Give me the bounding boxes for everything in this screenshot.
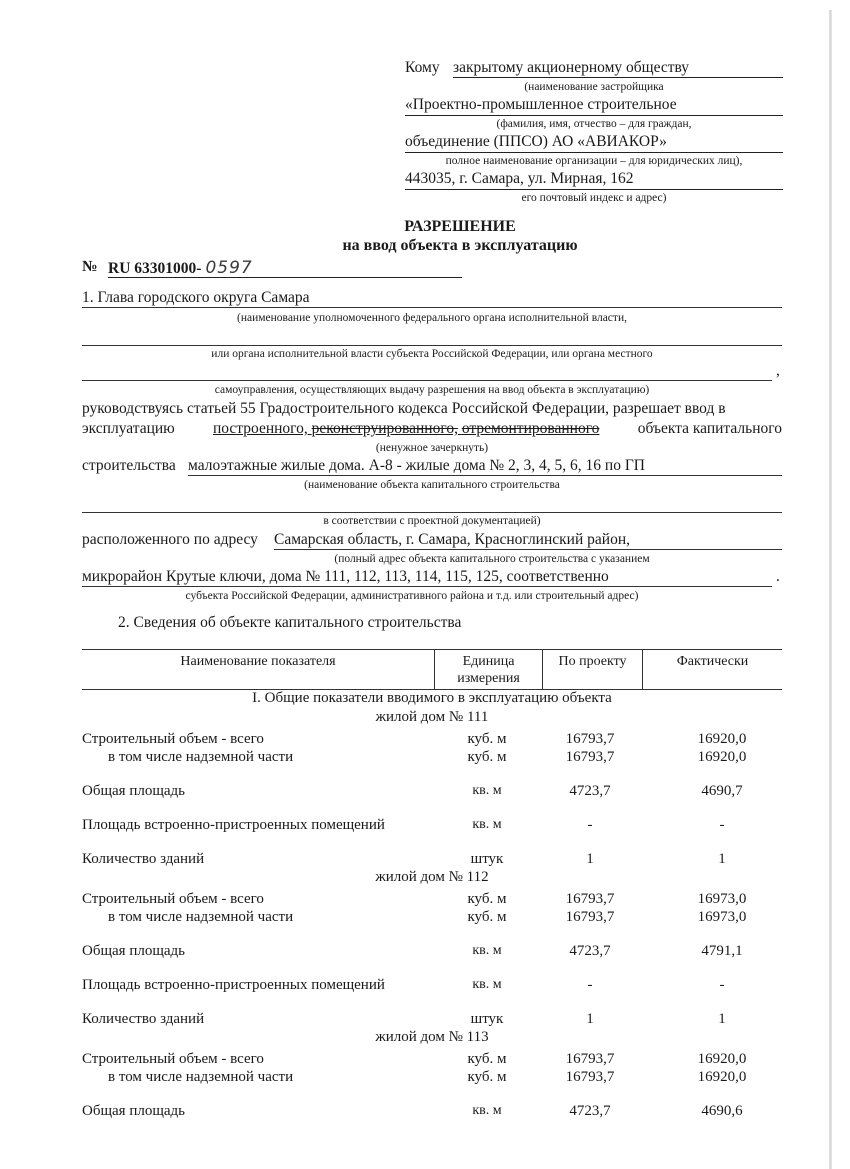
authority-caption-c: самоуправления, осуществляющих выдачу разрешения на ввод объекта в эксплуатацию) xyxy=(214,384,650,396)
addressee-caption-3: полное наименование организации – для юридических лиц), xyxy=(445,155,743,167)
header-project: По проекту xyxy=(542,650,642,689)
trailing-comma: , xyxy=(776,362,780,379)
scan-edge-line xyxy=(829,10,832,1169)
addressee-line-3: объединение (ППСО) АО «АВИАКОР» xyxy=(405,133,783,153)
indicator-name: в том числе надземной части xyxy=(108,1069,294,1085)
indicator-project-value: - xyxy=(587,977,593,993)
option-repaired: отремонтированного xyxy=(461,420,600,437)
table-row xyxy=(82,1051,782,1069)
indicator-actual-value: - xyxy=(719,977,725,993)
indicator-unit: кв. м xyxy=(472,817,502,832)
table-row xyxy=(82,731,782,749)
indicator-actual-value: 16920,0 xyxy=(697,1069,747,1085)
building-title: жилой дом № 111 xyxy=(375,709,489,725)
indicator-unit: штук xyxy=(470,1011,504,1027)
blank-line-1 xyxy=(82,327,782,346)
indicator-name: Площадь встроенно-пристроенных помещений xyxy=(82,977,385,993)
indicator-name: Строительный объем - всего xyxy=(82,1051,264,1067)
table-row xyxy=(82,851,782,869)
text-line-2-end: объекта капитального xyxy=(637,420,782,437)
authority-caption-a: (наименование уполномоченного федерального органа исполнительной власти, xyxy=(237,312,627,324)
indicator-actual-value: 16973,0 xyxy=(697,909,747,925)
trailing-period: . xyxy=(776,568,780,585)
indicator-project-value: 4723,7 xyxy=(569,783,611,799)
indicator-project-value: 4723,7 xyxy=(569,943,611,959)
indicator-project-value: - xyxy=(587,817,593,833)
indicator-actual-value: 16973,0 xyxy=(697,891,747,907)
address-line-1: Самарская область, г. Самара, Красноглинский район, xyxy=(274,531,782,550)
indicator-unit: кв. м xyxy=(472,1103,502,1118)
blank-line-3 xyxy=(82,494,782,513)
text-line-1: руководствуясь статьей 55 Градостроительного кодекса Российской Федерации, разрешает ввод в xyxy=(82,400,726,417)
text-line-2 xyxy=(82,420,782,438)
table-row xyxy=(82,783,782,801)
indicator-project-value: 16793,7 xyxy=(565,891,615,907)
table-row xyxy=(82,1011,782,1029)
table-row xyxy=(82,977,782,995)
indicator-name: Общая площадь xyxy=(82,1103,186,1119)
table-row xyxy=(82,749,782,767)
addressee-line-2: «Проектно-промышленное строительное xyxy=(405,96,783,116)
indicator-actual-value: 4791,1 xyxy=(701,943,743,959)
indicator-name: Строительный объем - всего xyxy=(82,731,264,747)
indicator-name: Количество зданий xyxy=(82,1011,205,1027)
addressee-row-1 xyxy=(405,58,783,78)
indicator-unit: штук xyxy=(470,851,504,867)
option-reconstructed: реконструированного, xyxy=(311,420,458,437)
table-row xyxy=(82,891,782,909)
indicator-actual-value: 4690,6 xyxy=(701,1103,743,1119)
address-caption-a: (полный адрес объекта капитального строительства с указанием xyxy=(334,553,650,565)
indicator-name: в том числе надземной части xyxy=(108,909,294,925)
indicator-project-value: 4723,7 xyxy=(569,1103,611,1119)
document-subtitle: на ввод объекта в эксплуатацию xyxy=(342,237,578,254)
indicator-actual-value: 1 xyxy=(718,1011,726,1027)
indicator-unit: куб. м xyxy=(467,749,507,765)
building-title: жилой дом № 113 xyxy=(375,1029,489,1045)
object-caption-a: (наименование объекта капитального строительства xyxy=(304,479,560,491)
table-row xyxy=(82,817,782,835)
indicator-project-value: 1 xyxy=(586,851,594,867)
indicator-name: Общая площадь xyxy=(82,783,186,799)
indicator-unit: куб. м xyxy=(467,1051,507,1067)
indicator-actual-value: 16920,0 xyxy=(697,749,747,765)
object-name: малоэтажные жилые дома. А-8 - жилые дома № 2, 3, 4, 5, 6, 16 по ГП xyxy=(188,457,782,476)
header-unit-line1: Единица xyxy=(462,654,515,669)
addressee-line-4: 443035, г. Самара, ул. Мирная, 162 xyxy=(405,170,783,190)
document-title: РАЗРЕШЕНИЕ xyxy=(404,218,516,235)
address-label: расположенного по адресу xyxy=(82,531,258,548)
table-row xyxy=(82,909,782,927)
blank-line-2 xyxy=(82,362,772,381)
object-caption-b: в соответствии с проектной документацией) xyxy=(323,515,541,527)
indicator-name: Строительный объем - всего xyxy=(82,891,264,907)
table-header xyxy=(82,649,782,690)
indicator-name: в том числе надземной части xyxy=(108,749,294,765)
indicator-actual-value: 4690,7 xyxy=(701,783,743,799)
indicator-name: Общая площадь xyxy=(82,943,186,959)
header-name: Наименование показателя xyxy=(180,654,336,669)
section2-heading: 2. Сведения об объекте капитального строительства xyxy=(118,614,462,631)
indicator-project-value: 16793,7 xyxy=(565,731,615,747)
number-sign: № xyxy=(82,258,98,275)
addressee-caption-1: (наименование застройщика xyxy=(524,81,664,93)
strike-caption: (ненужное зачеркнуть) xyxy=(375,442,489,454)
handwritten-number: 0597 xyxy=(205,258,253,278)
indicator-unit: куб. м xyxy=(467,731,507,747)
object-label: строительства xyxy=(82,457,176,474)
indicator-name: Количество зданий xyxy=(82,851,205,867)
text-line-2-start: эксплуатацию xyxy=(82,420,175,437)
address-caption-b: субъекта Российской Федерации, административного района и т.д. или строительный адрес) xyxy=(185,590,639,602)
address-line-2: микрорайон Крутые ключи, дома № 111, 112, 113, 114, 115, 125, соответственно xyxy=(82,568,772,587)
indicator-unit: кв. м xyxy=(472,943,502,958)
header-unit-line2: измерения xyxy=(457,671,520,686)
indicator-actual-value: - xyxy=(719,817,725,833)
building-title: жилой дом № 112 xyxy=(375,869,489,885)
header-unit xyxy=(434,650,542,689)
to-label: Кому xyxy=(405,59,440,76)
authority-line: 1. Глава городского округа Самара xyxy=(82,289,782,308)
indicator-unit: кв. м xyxy=(472,783,502,798)
group-title: I. Общие показатели вводимого в эксплуатацию объекта xyxy=(252,690,612,706)
indicator-project-value: 16793,7 xyxy=(565,1069,615,1085)
indicator-project-value: 16793,7 xyxy=(565,1051,615,1067)
permit-number xyxy=(82,258,462,278)
addressee-caption-2: (фамилия, имя, отчество – для граждан, xyxy=(496,118,692,130)
indicator-actual-value: 16920,0 xyxy=(697,1051,747,1067)
indicator-unit: куб. м xyxy=(467,891,507,907)
indicator-project-value: 16793,7 xyxy=(565,749,615,765)
number-prefix: RU 63301000- xyxy=(108,260,202,277)
table-row xyxy=(82,1103,782,1121)
table-row xyxy=(82,943,782,961)
header-actual: Фактически xyxy=(642,650,782,689)
table-row xyxy=(82,1069,782,1087)
struck-options xyxy=(213,420,599,438)
indicator-unit: кв. м xyxy=(472,977,502,992)
indicator-project-value: 16793,7 xyxy=(565,909,615,925)
option-built: построенного, xyxy=(213,420,308,437)
indicator-actual-value: 1 xyxy=(718,851,726,867)
addressee-caption-4: его почтовый индекс и адрес) xyxy=(521,192,667,204)
indicator-project-value: 1 xyxy=(586,1011,594,1027)
addressee-line-1: закрытому акционерному обществу xyxy=(453,59,783,78)
indicator-actual-value: 16920,0 xyxy=(697,731,747,747)
indicator-unit: куб. м xyxy=(467,909,507,925)
indicator-name: Площадь встроенно-пристроенных помещений xyxy=(82,817,385,833)
authority-caption-b: или органа исполнительной власти субъекта Российской Федерации, или органа местного xyxy=(211,348,653,360)
permit-number-value xyxy=(108,258,462,278)
indicator-unit: куб. м xyxy=(467,1069,507,1085)
